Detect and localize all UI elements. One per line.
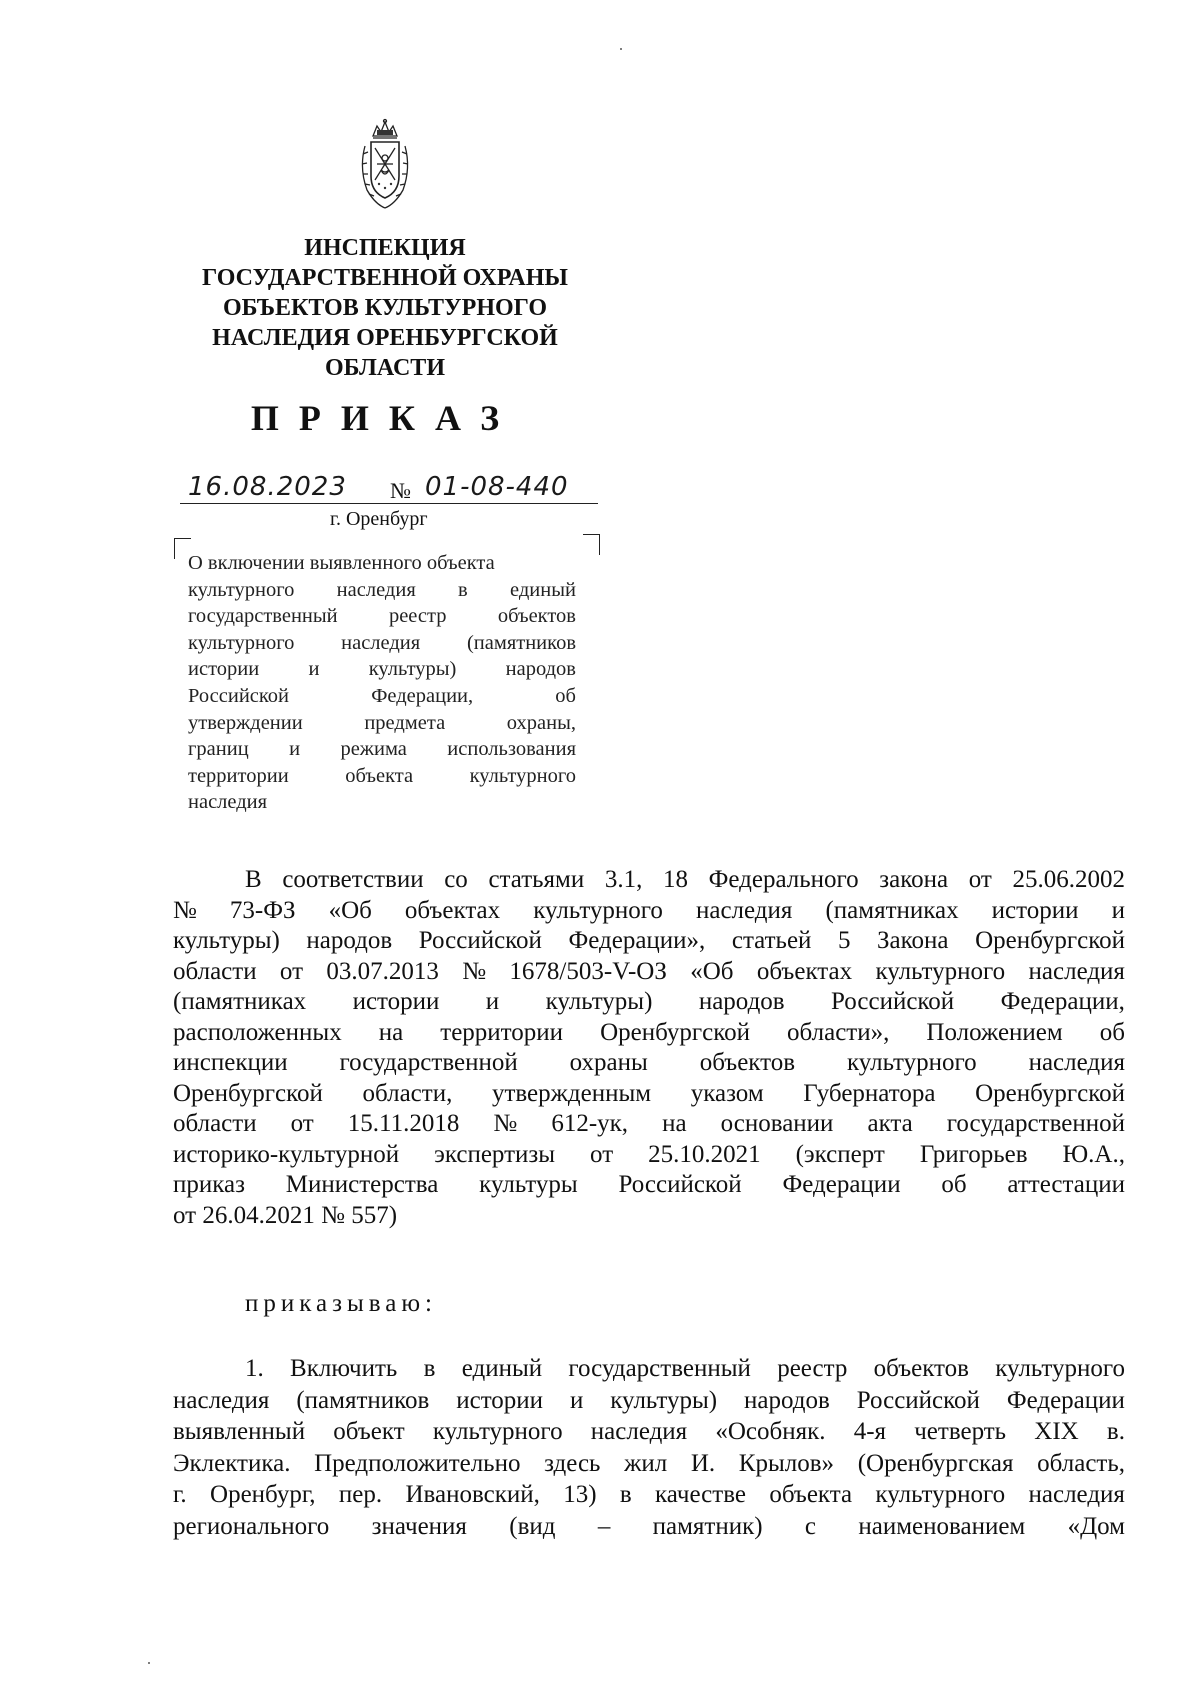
word: на — [662, 1110, 687, 1137]
word: Федерации — [1006, 1386, 1125, 1414]
word: культурного — [533, 896, 663, 924]
word: 25.10.2021 — [648, 1140, 761, 1168]
word: реестр — [777, 1355, 848, 1382]
word: памятник) — [652, 1512, 763, 1540]
word: (памятниках — [825, 896, 959, 924]
word: наследия — [1028, 1049, 1125, 1076]
word: 5 — [837, 927, 851, 954]
word: наименованием — [858, 1512, 1026, 1540]
word: № — [173, 896, 197, 924]
word: Григорьев — [919, 1140, 1028, 1168]
word: Оренбург, — [210, 1481, 316, 1508]
subject-block — [188, 550, 576, 816]
word: соответствии — [282, 866, 424, 893]
word: культурного — [432, 1418, 563, 1445]
word: Оренбургской — [975, 1079, 1125, 1107]
item-line — [173, 1479, 1125, 1511]
word: жил — [624, 1449, 668, 1477]
word: 612-ук, — [551, 1110, 629, 1137]
body-line — [173, 1079, 1125, 1110]
word: 03.07.2013 — [326, 957, 439, 985]
date-number-line — [180, 470, 610, 506]
city: г. Оренбург — [330, 508, 428, 530]
word: государственной — [946, 1110, 1125, 1137]
word: народов — [744, 1386, 830, 1414]
word: Федерального — [708, 866, 859, 893]
handwritten-number: 01-08-440 — [425, 472, 569, 502]
scan-speck — [148, 1662, 150, 1664]
word: утвержденным — [491, 1079, 652, 1107]
word: статьями — [488, 866, 585, 893]
word: Оренбургской — [600, 1018, 750, 1046]
word: в — [619, 1481, 632, 1508]
word: историко-культурной — [173, 1140, 400, 1168]
word: 73-ФЗ — [229, 896, 296, 924]
word: единый — [461, 1355, 543, 1382]
subject-line: Российской Федерации, об — [188, 684, 576, 707]
word: основании — [720, 1110, 834, 1137]
word: Российской — [830, 988, 955, 1015]
word: Федерации, — [1000, 988, 1125, 1015]
word: 13) — [563, 1481, 597, 1508]
subject-line: наследия — [188, 791, 268, 814]
word: И. — [690, 1449, 716, 1477]
coat-of-arms-emblem — [355, 118, 415, 213]
word: XIX — [1034, 1418, 1079, 1445]
word: культурного — [875, 1481, 1006, 1508]
subject-line: территории объекта культурного — [188, 764, 576, 787]
body-line — [173, 896, 1125, 927]
document-type-title: ПРИКАЗ — [250, 398, 520, 438]
agency-line: НАСЛЕДИЯ ОРЕНБУРГСКОЙ — [212, 325, 558, 351]
word: Положением — [926, 1018, 1063, 1046]
word: регионального — [173, 1512, 330, 1540]
item-line — [173, 1448, 1125, 1480]
word: Оренбургской — [173, 1079, 323, 1107]
body-line — [173, 987, 1125, 1018]
word: № — [462, 957, 487, 985]
word: Оренбургской — [975, 927, 1125, 954]
body-line — [173, 1018, 1125, 1049]
order-word: приказываю: — [245, 1290, 437, 1317]
item-line — [173, 1353, 1125, 1385]
word: расположенных — [173, 1018, 342, 1046]
word: и — [1111, 896, 1125, 924]
scan-speck — [620, 48, 622, 50]
word: 4-я — [853, 1418, 887, 1445]
word: область, — [1037, 1449, 1125, 1477]
word: области — [173, 1110, 257, 1137]
word: об — [1099, 1018, 1125, 1046]
word: объектах — [756, 957, 853, 985]
body-line: от 26.04.2021 № 557) — [173, 1201, 398, 1229]
word: наследия — [1028, 957, 1125, 985]
word: государственный — [568, 1355, 751, 1382]
word: Закона — [877, 927, 949, 954]
subject-line: культурного наследия (памятников — [188, 631, 576, 654]
word: культуры — [479, 1171, 578, 1198]
word: об — [941, 1171, 967, 1198]
word: в. — [1106, 1418, 1125, 1445]
item-line — [173, 1416, 1125, 1448]
word: Федерации», — [568, 927, 706, 954]
word: и — [569, 1386, 584, 1414]
word: народов — [698, 988, 785, 1015]
word: Российской — [418, 927, 542, 954]
word: акта — [867, 1110, 913, 1137]
word: объектах — [404, 896, 501, 924]
word: Министерства — [285, 1171, 439, 1198]
subject-line: культурного наследия в единый — [188, 578, 576, 601]
word: в — [423, 1355, 436, 1382]
body-line — [173, 957, 1125, 988]
item-line — [173, 1511, 1125, 1543]
word: – — [597, 1512, 611, 1540]
word: от — [290, 1110, 314, 1137]
word: 15.11.2018 — [347, 1110, 460, 1137]
word: 25.06.2002 — [1012, 866, 1125, 893]
handwritten-date: 16.08.2023 — [188, 472, 347, 502]
word: г. — [173, 1481, 187, 1508]
body-line — [173, 1170, 1125, 1201]
word: четверть — [914, 1418, 1007, 1445]
word: культуры) — [545, 988, 653, 1015]
word: территории — [440, 1018, 564, 1046]
word: от — [590, 1140, 614, 1168]
agency-name — [170, 233, 600, 383]
word: с — [804, 1512, 817, 1540]
word: экспертизы — [434, 1140, 556, 1168]
word: народов — [306, 927, 393, 954]
subject-line: государственный реестр объектов — [188, 605, 576, 628]
word: (эксперт — [795, 1140, 885, 1168]
word: наследия — [1028, 1481, 1125, 1508]
word: (вид — [509, 1512, 556, 1540]
word: культуры) — [610, 1386, 718, 1414]
word: истории — [352, 988, 440, 1015]
word: Крылов» — [738, 1449, 835, 1477]
word: культуры) — [173, 927, 280, 954]
agency-line: ГОСУДАРСТВЕННОЙ ОХРАНЫ — [202, 265, 568, 291]
word: и — [485, 988, 500, 1015]
subject-line: границ и режима использования — [188, 738, 576, 761]
subject-line: истории и культуры) народов — [188, 658, 576, 681]
word: объекта — [769, 1481, 853, 1508]
word: выявленный — [173, 1418, 306, 1445]
word: Ивановский, — [405, 1481, 540, 1508]
word: 18 — [663, 866, 688, 893]
word: области, — [362, 1079, 453, 1107]
word: «Дом — [1067, 1512, 1125, 1540]
word: № — [493, 1110, 518, 1137]
word: здесь — [544, 1449, 601, 1477]
word: государственной — [339, 1049, 518, 1076]
word: наследия — [590, 1418, 688, 1445]
subject-bracket-right — [583, 534, 600, 555]
word: Губернатора — [803, 1079, 936, 1107]
word: Российской — [618, 1171, 742, 1198]
word: 1. — [245, 1355, 264, 1382]
word: наследия — [695, 896, 793, 924]
word: области», — [787, 1018, 890, 1046]
word: инспекции — [173, 1049, 288, 1076]
agency-line: ОБЪЕКТОВ КУЛЬТУРНОГО — [222, 295, 548, 321]
word: от — [279, 957, 304, 985]
word: «Об — [328, 896, 372, 924]
word: указом — [690, 1079, 764, 1107]
word: «Особняк. — [715, 1418, 826, 1445]
body-line — [173, 865, 1125, 896]
order-item-1 — [173, 1353, 1125, 1542]
agency-line: ИНСПЕКЦИЯ — [304, 235, 466, 261]
word: наследия — [173, 1386, 270, 1414]
subject-line: утверждении предмета охраны, — [188, 711, 576, 734]
word: культурного — [846, 1049, 977, 1076]
body-line — [173, 1109, 1125, 1140]
word: объект — [333, 1418, 405, 1445]
word: истории — [456, 1386, 544, 1414]
word: от — [968, 866, 992, 893]
word: 1678/503-V-ОЗ — [509, 957, 667, 985]
word: (Оренбургская — [857, 1449, 1014, 1477]
word: В — [245, 866, 262, 893]
word: Эклектика. — [173, 1449, 291, 1477]
body-line — [173, 926, 1125, 957]
agency-line: ОБЛАСТИ — [325, 355, 445, 381]
word: объектов — [873, 1355, 969, 1382]
number-sign: № — [390, 478, 411, 503]
word: культурного — [995, 1355, 1125, 1382]
word: области — [173, 957, 257, 985]
word: качестве — [655, 1481, 746, 1508]
word: со — [444, 866, 468, 893]
item-line — [173, 1385, 1125, 1417]
word: (памятниках — [173, 988, 307, 1015]
word: Российской — [856, 1386, 980, 1414]
word: охраны — [569, 1049, 648, 1076]
word: истории — [991, 896, 1079, 924]
word: значения — [371, 1512, 467, 1540]
body-line — [173, 1048, 1125, 1079]
word: приказ — [173, 1171, 245, 1198]
word: закона — [879, 866, 949, 893]
word: Ю.А., — [1062, 1140, 1125, 1168]
body-line — [173, 1140, 1125, 1171]
word: 3.1, — [604, 866, 643, 893]
word: статьей — [731, 927, 812, 954]
word: Предположительно — [314, 1449, 521, 1477]
word: «Об — [690, 957, 734, 985]
word: культурного — [875, 957, 1006, 985]
word: на — [378, 1018, 404, 1046]
word: Включить — [290, 1355, 398, 1382]
preamble-paragraph — [173, 865, 1125, 1231]
subject-line: О включении выявленного объекта — [188, 552, 495, 574]
word: объектов — [699, 1049, 796, 1076]
word: аттестации — [1007, 1171, 1125, 1198]
word: пер. — [338, 1481, 383, 1508]
word: Федерации — [782, 1171, 901, 1198]
word: (памятников — [296, 1386, 430, 1414]
date-underline — [180, 503, 598, 504]
